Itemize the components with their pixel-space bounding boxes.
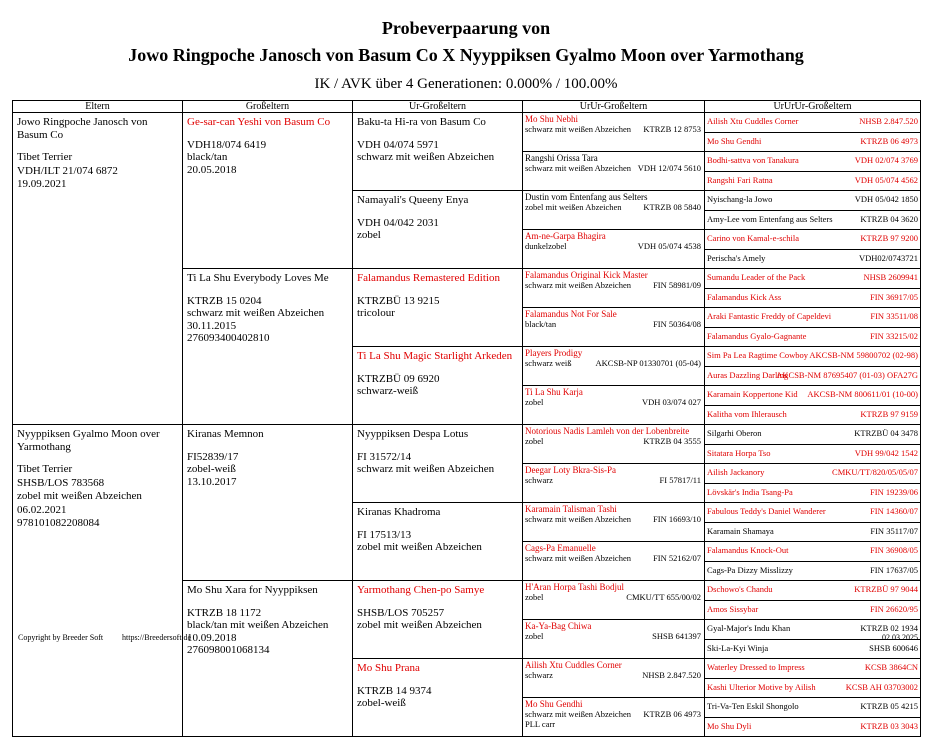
great-grandparent-cell (353, 347, 523, 425)
copyright-text: Copyright by Breeder Soft (18, 633, 104, 642)
grandparent-name: Kiranas Memnon (187, 428, 264, 440)
print-date: 02.03.2025 (882, 633, 918, 642)
grandparent-detail: 20.05.2018 (187, 163, 237, 176)
great-grandparent-name: Nyyppiksen Despa Lotus (357, 428, 469, 440)
gen5-name: Carino von Kamal-e-schila (707, 233, 800, 243)
gen4-reg: AKCSB-NP 01330701 (05-04) (595, 358, 701, 368)
gen5-name: Tri-Va-Ten Eskil Shongolo (707, 701, 799, 711)
gen4-name: Falamandus Not For Sale (525, 309, 617, 319)
gen4-name: Deegar Loty Bkra-Sis-Pa (525, 465, 616, 475)
gen4-color: schwarz mit weißen Abzeichen (525, 163, 631, 173)
gen5-name: Sitatara Horpa Tso (707, 447, 771, 458)
great-grandparent-detail: KTRZBÜ 09 6920 (357, 372, 440, 385)
grandparent-detail: KTRZB 18 1172 (187, 606, 262, 619)
gen5-name: Kalitha vom Ihlerausch (707, 408, 787, 419)
gen5-reg: NHSB 2.847.520 (859, 116, 918, 126)
coi-line: IK / AVK über 4 Generationen: 0.000% / 100.00% (314, 76, 618, 92)
great-grandparent-cell (353, 191, 523, 269)
great-grandparent-name: Kiranas Khadroma (357, 506, 441, 518)
gen4-reg: FIN 58981/09 (653, 280, 701, 290)
gen5-reg: FIN 35117/07 (870, 525, 918, 536)
gen5-reg: AKCSB-NM 87695407 (01-03) OFA27G (776, 369, 918, 380)
gen5-reg: KTRZB 04 3620 (860, 213, 918, 224)
gen4-name: Players Prodigy (525, 348, 583, 358)
gen4-color: schwarz mit weißen Abzeichen (525, 514, 631, 524)
gen4-cell (523, 659, 705, 698)
gen5-name: Ailish Xtu Cuddles Corner (707, 116, 799, 126)
gen4-color: schwarz weiß (525, 358, 572, 368)
gen4-color: zobel (525, 397, 544, 407)
gen5-cell (705, 464, 921, 484)
great-grandparent-name: Falamandus Remastered Edition (357, 272, 500, 284)
gen4-name: Mo Shu Gendhi (525, 699, 583, 709)
gen5-reg: CMKU/TT/820/05/05/07 (832, 467, 918, 477)
website-link[interactable]: https://Breedersoft.de (122, 633, 192, 642)
grandparent-name: Ti La Shu Everybody Loves Me (187, 272, 329, 284)
great-grandparent-detail: FI 31572/14 (357, 450, 412, 463)
gen5-cell (705, 386, 921, 406)
great-grandparent-cell (353, 581, 523, 659)
gen5-name: Silgarhi Oberon (707, 428, 762, 438)
gen5-reg: KCSB AH 03703002 (845, 681, 918, 692)
gen5-cell (705, 249, 921, 269)
gen5-name: Sim Pa Lea Ragtime Cowboy (707, 350, 809, 360)
great-grandparent-detail: KTRZB 14 9374 (357, 684, 432, 697)
parent-detail: SHSB/LOS 783568 (17, 476, 105, 489)
gen5-name: Cags-Pa Dizzy Misslizzy (707, 564, 793, 575)
gen5-name: Sumandu Leader of the Pack (707, 272, 806, 282)
gen4-cell (523, 581, 705, 620)
parent-cell (13, 113, 183, 425)
gen4-reg: NHSB 2.847.520 (642, 670, 701, 680)
gen5-reg: VDH 99/042 1542 (854, 447, 918, 458)
gen5-name: Bodhi-sattva von Tanakura (707, 155, 799, 165)
gen4-name: Dustin vom Entenfang aus Selters (525, 192, 648, 202)
parent-detail: 06.02.2021 (17, 503, 67, 516)
gen4-reg: FIN 50364/08 (653, 319, 701, 329)
great-grandparent-detail: tricolour (357, 307, 395, 319)
gen5-cell (705, 113, 921, 133)
great-grandparent-detail: zobel mit weißen Abzeichen (357, 619, 482, 631)
great-grandparent-detail: schwarz mit weißen Abzeichen (357, 463, 495, 475)
great-grandparent-detail: zobel (357, 229, 381, 241)
gen5-reg: AKCSB-NM 800611/01 (10-00) (807, 389, 918, 399)
parent-detail: 978101082208084 (17, 517, 100, 529)
gen4-cell (523, 347, 705, 386)
grandparent-detail: 276093400402810 (187, 332, 270, 344)
gen4-cell (523, 503, 705, 542)
gen5-reg: FIN 17637/05 (870, 564, 918, 575)
gen4-color: dunkelzobel (525, 241, 567, 251)
gen5-cell (705, 678, 921, 698)
gen4-color: zobel mit weißen Abzeichen (525, 202, 622, 212)
gen4-color: black/tan (525, 319, 557, 329)
gen4-color: schwarz mit weißen Abzeichen (525, 124, 631, 134)
gen5-cell (705, 191, 921, 211)
gen5-name: Ailish Jackanory (707, 467, 765, 477)
gen4-cell (523, 464, 705, 503)
gen5-cell (705, 269, 921, 289)
gen5-reg: KTRZBÜ 97 9044 (854, 584, 918, 594)
gen5-cell (705, 327, 921, 347)
gen5-name: Falamandus Kick Ass (707, 291, 782, 302)
gen5-reg: FIN 36917/05 (870, 291, 918, 302)
gen5-reg: AKCSB-NM 59800702 (02-98) (809, 350, 918, 360)
gen4-cell (523, 620, 705, 659)
gen5-reg: KTRZB 97 9200 (860, 233, 918, 243)
gen5-reg: FIN 36908/05 (870, 545, 918, 555)
great-grandparent-name: Yarmothang Chen-po Samye (357, 584, 485, 596)
gen4-reg: VDH 03/074 027 (641, 397, 701, 407)
gen4-name: Mo Shu Nebhi (525, 114, 579, 124)
gen5-cell (705, 230, 921, 250)
parent-detail: zobel mit weißen Abzeichen (17, 490, 142, 502)
gen5-cell (705, 210, 921, 230)
parent-name: Nyyppiksen Gyalmo Moon over Yarmothang (17, 428, 160, 453)
gen5-name: Lövskär's India Tsang-Pa (707, 486, 793, 497)
gen5-cell (705, 717, 921, 737)
gen5-cell (705, 503, 921, 523)
gen4-color: zobel (525, 592, 544, 602)
parent-detail: VDH/ILT 21/074 6872 (17, 164, 118, 177)
gen4-cell (523, 113, 705, 152)
great-grandparent-cell (353, 113, 523, 191)
gen4-name: Falamandus Original Kick Master (525, 270, 648, 280)
gen5-reg: KTRZB 02 1934 (860, 623, 918, 633)
gen4-name: H'Aran Horpa Tashi Bodjul (525, 582, 625, 592)
gen5-reg: FIN 14360/07 (870, 506, 918, 516)
great-grandparent-detail: schwarz-weiß (357, 385, 419, 397)
gen5-cell (705, 561, 921, 581)
great-grandparent-cell (353, 659, 523, 737)
pedigree-row (13, 425, 921, 445)
grandparent-cell (183, 269, 353, 425)
gen4-cell (523, 308, 705, 347)
gen5-cell (705, 659, 921, 679)
grandparent-name: Ge-sar-can Yeshi von Basum Co (187, 116, 331, 128)
gen4-name: Ailish Xtu Cuddles Corner (525, 660, 622, 670)
grandparent-detail: zobel-weiß (187, 463, 236, 475)
gen4-name: Ti La Shu Karja (525, 387, 583, 397)
gen5-cell (705, 581, 921, 601)
gen4-color: schwarz mit weißen Abzeichen (525, 280, 631, 290)
gen5-name: Mo Shu Gendhi (707, 135, 762, 146)
great-grandparent-name: Ti La Shu Magic Starlight Arkeden (357, 350, 513, 362)
gen4-reg: CMKU/TT 655/00/02 (626, 592, 701, 602)
page-title: Probeverpaarung von (381, 18, 551, 38)
great-grandparent-name: Mo Shu Prana (357, 662, 420, 674)
grandparent-cell (183, 581, 353, 737)
gen4-reg: FIN 16693/10 (653, 514, 701, 524)
parent-detail: Tibet Terrier (17, 151, 73, 163)
parent-name: Jowo Ringpoche Janosch von Basum Co (17, 116, 148, 141)
gen4-cell (523, 230, 705, 269)
grandparent-detail: 10.09.2018 (187, 631, 237, 644)
gen4-name: Am-ne-Garpa Bhagira (525, 231, 606, 241)
gen4-cell (523, 386, 705, 425)
column-header: Eltern (13, 101, 183, 113)
grandparent-detail: FI52839/17 (187, 450, 239, 463)
gen4-cell (523, 191, 705, 230)
gen4-reg: FIN 52162/07 (653, 553, 701, 563)
grandparent-cell (183, 113, 353, 269)
great-grandparent-detail: zobel mit weißen Abzeichen (357, 541, 482, 553)
gen5-cell (705, 366, 921, 386)
gen4-name: Cags-Pa Emanuelle (525, 543, 596, 553)
gen5-name: Falamandus Gyalo-Gagnante (707, 330, 807, 341)
gen5-reg: KTRZB 05 4215 (860, 701, 918, 711)
column-header: UrUr-Großeltern (523, 101, 705, 113)
gen5-name: Karamain Shamaya (707, 525, 774, 536)
gen5-reg: KTRZB 06 4973 (860, 135, 918, 146)
gen4-reg: VDH 05/074 4538 (637, 241, 701, 251)
grandparent-detail: 13.10.2017 (187, 475, 237, 488)
great-grandparent-name: Namayali's Queeny Enya (357, 194, 469, 206)
column-header: UrUrUr-Großeltern (705, 101, 921, 113)
gen5-cell (705, 600, 921, 620)
grandparent-detail: 276098001068134 (187, 644, 270, 656)
gen5-name: Fabulous Teddy's Daniel Wanderer (707, 506, 826, 516)
gen5-reg: FIN 33511/08 (870, 311, 918, 321)
gen5-cell (705, 132, 921, 152)
gen4-cell (523, 269, 705, 308)
great-grandparent-detail: KTRZBÜ 13 9215 (357, 294, 440, 307)
great-grandparent-cell (353, 269, 523, 347)
great-grandparent-cell (353, 503, 523, 581)
gen5-reg: VDH 05/042 1850 (854, 194, 918, 204)
gen5-cell (705, 152, 921, 172)
gen4-name: Rangshi Orissa Tara (525, 153, 598, 163)
gen5-name: Perischa's Amely (707, 252, 766, 263)
gen4-reg: KTRZB 04 3555 (643, 436, 701, 446)
gen4-cell (523, 425, 705, 464)
gen4-color: schwarz mit weißen Abzeichen (525, 553, 631, 563)
gen5-cell (705, 425, 921, 445)
grandparent-detail: 30.11.2015 (187, 319, 237, 332)
gen5-cell (705, 698, 921, 718)
gen5-cell (705, 288, 921, 308)
gen5-name: Dschowo's Chandu (707, 584, 773, 594)
gen4-reg: VDH 12/074 5610 (637, 163, 701, 173)
grandparent-cell (183, 425, 353, 581)
gen4-name: Ka-Ya-Bag Chiwa (525, 621, 592, 631)
gen5-name: Amy-Lee vom Entenfang aus Selters (707, 213, 833, 224)
gen4-name: Notorious Nadis Lamleh von der Lobenbreite (525, 426, 690, 436)
gen5-cell (705, 542, 921, 562)
gen4-color: zobel (525, 436, 544, 446)
grandparent-detail: VDH18/074 6419 (187, 138, 267, 151)
gen4-color: schwarz (525, 670, 553, 680)
grandparent-detail: schwarz mit weißen Abzeichen (187, 307, 325, 319)
gen5-name: Araki Fantastic Freddy of Capeldevi (707, 311, 832, 321)
gen4-cell (523, 152, 705, 191)
gen4-reg: KTRZB 12 8753 (643, 124, 701, 134)
gen5-reg: VDH 05/074 4562 (854, 174, 918, 185)
gen5-reg: KTRZBÜ 04 3478 (854, 428, 918, 438)
gen5-cell (705, 405, 921, 425)
gen5-name: Waterley Dressed to Impress (707, 662, 805, 672)
gen5-reg: FIN 19239/06 (870, 486, 918, 497)
column-header: Ur-Großeltern (353, 101, 523, 113)
pedigree-row (13, 113, 921, 133)
gen5-cell (705, 483, 921, 503)
column-header: Großeltern (183, 101, 353, 113)
column-header-row (13, 101, 921, 113)
gen5-name: Nyischang-la Jowo (707, 194, 773, 204)
gen4-cell (523, 542, 705, 581)
gen5-name: Kashi Ulterior Motive by Ailish (707, 681, 816, 692)
gen5-reg: VDH 02/074 3769 (854, 155, 918, 165)
gen5-cell (705, 171, 921, 191)
grandparent-detail: KTRZB 15 0204 (187, 294, 262, 307)
great-grandparent-detail: VDH 04/042 2031 (357, 216, 439, 229)
gen5-name: Amos Sissybar (707, 603, 759, 614)
gen5-reg: SHSB 600646 (869, 642, 918, 653)
gen5-name: Falamandus Knock-Out (707, 545, 789, 555)
great-grandparent-detail: VDH 04/074 5971 (357, 138, 439, 151)
gen5-reg: KTRZB 03 3043 (860, 720, 918, 731)
gen5-name: Karamain Koppertone Kid (707, 389, 798, 399)
gen5-name: Rangshi Fari Ratna (707, 174, 773, 185)
gen5-cell (705, 444, 921, 464)
gen4-color: schwarz mit weißen Abzeichen (525, 709, 631, 719)
gen5-reg: VDH02/0743721 (858, 252, 918, 263)
grandparent-detail: black/tan mit weißen Abzeichen (187, 619, 329, 631)
gen4-cell (523, 698, 705, 737)
grandparent-detail: black/tan (187, 151, 228, 163)
gen5-cell (705, 522, 921, 542)
gen4-color: schwarz (525, 475, 553, 485)
great-grandparent-detail: zobel-weiß (357, 697, 406, 709)
parent-cell (13, 425, 183, 737)
gen5-name: Mo Shu Dyli (707, 720, 752, 731)
gen4-reg: SHSB 641397 (652, 631, 701, 641)
gen5-reg: KCSB 3864CN (864, 662, 918, 672)
parent-detail: 19.09.2021 (17, 178, 67, 190)
gen5-reg: NHSB 2609941 (863, 272, 918, 282)
gen5-reg: KTRZB 97 9159 (860, 408, 918, 419)
great-grandparent-detail: SHSB/LOS 705257 (357, 606, 445, 619)
gen5-reg: FIN 26620/95 (870, 603, 918, 614)
mating-subtitle: Jowo Ringpoche Janosch von Basum Co X Nyyppiksen Gyalmo Moon over Yarmothang (128, 45, 804, 65)
great-grandparent-detail: schwarz mit weißen Abzeichen (357, 151, 495, 163)
gen4-reg: KTRZB 08 5840 (643, 202, 701, 212)
gen4-extra: PLL carr (525, 719, 556, 729)
grandparent-name: Mo Shu Xara for Nyyppiksen (187, 584, 318, 596)
gen5-name: Auras Dazzling Darling (707, 369, 789, 380)
gen4-color: zobel (525, 631, 544, 641)
great-grandparent-detail: FI 17513/13 (357, 528, 412, 541)
gen5-cell (705, 347, 921, 367)
gen5-reg: FIN 33215/02 (870, 330, 918, 341)
gen4-reg: KTRZB 06 4973 (643, 709, 701, 719)
gen4-name: Karamain Talisman Tashi (525, 504, 617, 514)
gen5-cell (705, 308, 921, 328)
gen5-name: Ski-La-Kyi Winja (707, 642, 769, 653)
parent-detail: Tibet Terrier (17, 463, 73, 475)
great-grandparent-name: Baku-ta Hi-ra von Basum Co (357, 116, 486, 128)
gen4-reg: FI 57817/11 (659, 475, 701, 485)
great-grandparent-cell (353, 425, 523, 503)
gen5-name: Gyal-Major's Indu Khan (707, 623, 791, 633)
